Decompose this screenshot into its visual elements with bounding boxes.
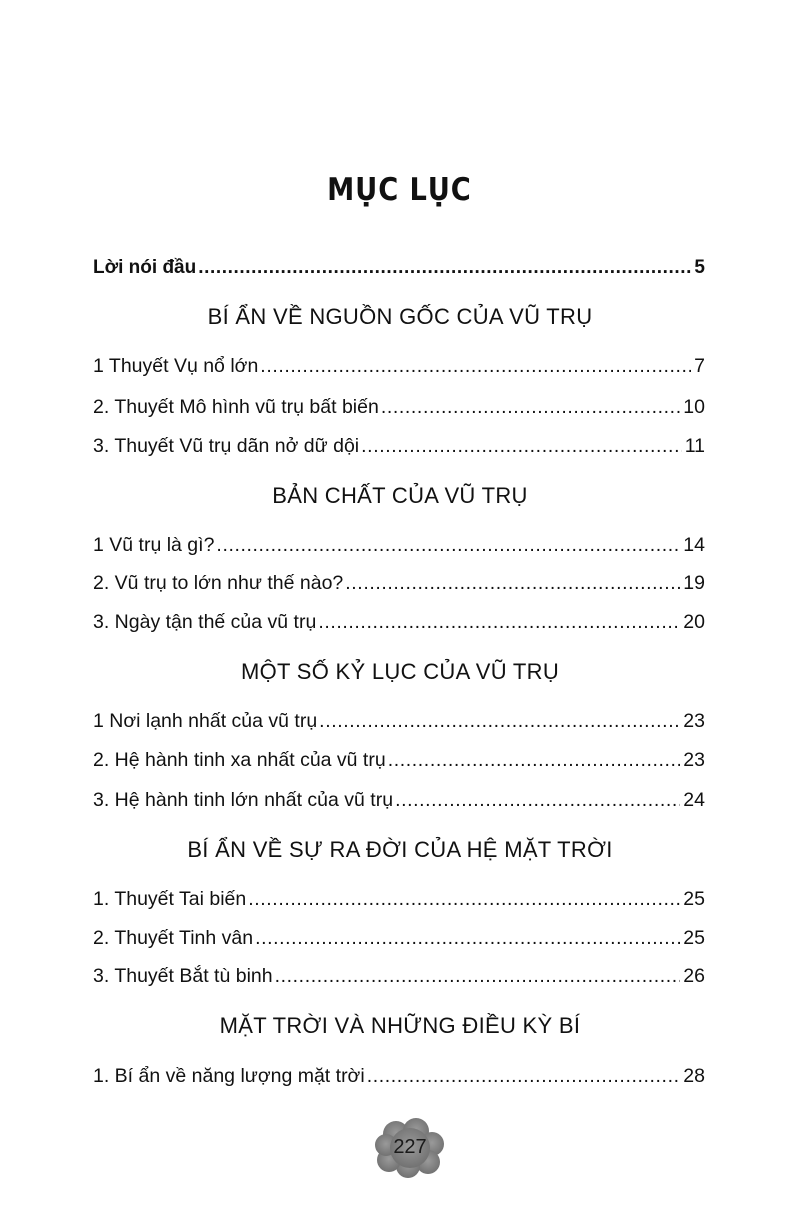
dot-leader [275, 961, 681, 991]
section-heading: BẢN CHẤT CỦA VŨ TRỤ [272, 483, 528, 508]
toc-entry-page: 25 [683, 927, 705, 949]
toc-entry-page: 11 [684, 435, 705, 457]
toc-entry-label: 1. Bí ẩn về năng lượng mặt trời [93, 1065, 365, 1087]
toc-entry-label: 2. Vũ trụ to lớn như thế nào? [93, 572, 344, 594]
toc-entry-label: 3. Thuyết Vũ trụ dãn nở dữ dội [93, 435, 360, 457]
section-heading: BÍ ẨN VỀ SỰ RA ĐỜI CỦA HỆ MẶT TRỜI [187, 837, 613, 862]
dot-leader [388, 745, 681, 775]
toc-entry-page: 20 [683, 611, 705, 633]
dot-leader [255, 923, 680, 953]
toc-entry-label: 1 Vũ trụ là gì? [93, 534, 215, 556]
dot-leader [345, 568, 680, 598]
toc-entry[interactable] [93, 923, 705, 953]
dot-leader [198, 253, 691, 283]
toc-entry[interactable] [93, 785, 705, 815]
toc-entry-preface[interactable] [93, 253, 705, 283]
toc-entry[interactable] [93, 607, 705, 637]
dot-leader [260, 351, 691, 381]
toc-entry-page: 28 [683, 1065, 705, 1087]
section-heading: MỘT SỐ KỶ LỤC CỦA VŨ TRỤ [240, 659, 560, 684]
toc-entry-label: 2. Thuyết Tinh vân [93, 927, 254, 949]
toc-entry[interactable] [93, 392, 705, 422]
toc-entry-label: 2. Hệ hành tinh xa nhất của vũ trụ [93, 749, 386, 771]
dot-leader [216, 530, 680, 560]
page-title: MỤC LỤC [327, 172, 472, 208]
toc-entry-page: 25 [683, 888, 705, 910]
toc-entry[interactable] [93, 745, 705, 775]
dot-leader [395, 785, 680, 815]
section-heading: MẶT TRỜI VÀ NHỮNG ĐIỀU KỲ BÍ [219, 1013, 581, 1038]
dot-leader [319, 706, 680, 736]
toc-entry-label: 1. Thuyết Tai biến [93, 888, 247, 910]
toc-entry-label: 2. Thuyết Mô hình vũ trụ bất biến [93, 396, 379, 418]
toc-entry[interactable] [93, 431, 705, 461]
toc-entry[interactable] [93, 530, 705, 560]
toc-entry[interactable] [93, 568, 705, 598]
toc-entry-page: 14 [683, 534, 705, 556]
toc-entry-page: 7 [694, 355, 705, 377]
toc-entry-label: 1 Nơi lạnh nhất của vũ trụ [93, 710, 318, 732]
toc-entry-label: 3. Hệ hành tinh lớn nhất của vũ trụ [93, 789, 394, 811]
page-number-badge [374, 1118, 446, 1178]
toc-entry[interactable] [93, 961, 705, 991]
page-number: 227 [393, 1136, 427, 1158]
dot-leader [367, 1061, 681, 1091]
dot-leader [318, 607, 680, 637]
toc-entry-label: Lời nói đầu [93, 257, 197, 278]
toc-entry-label: 3. Ngày tận thế của vũ trụ [93, 611, 317, 633]
toc-entry[interactable] [93, 706, 705, 736]
dot-leader [361, 431, 682, 461]
toc-entry-label: 1 Thuyết Vụ nổ lớn [93, 355, 259, 377]
toc-entry-page: 10 [683, 396, 705, 418]
toc-entry-page: 5 [694, 257, 705, 278]
toc-entry-page: 26 [683, 965, 705, 987]
dot-leader [248, 884, 680, 914]
toc-entry[interactable] [93, 351, 705, 381]
toc-entry-page: 23 [683, 749, 705, 771]
toc-entry[interactable] [93, 884, 705, 914]
toc-entry[interactable] [93, 1061, 705, 1091]
toc-entry-page: 19 [683, 572, 705, 594]
toc-entry-page: 23 [683, 710, 705, 732]
section-heading: BÍ ẨN VỀ NGUỒN GỐC CỦA VŨ TRỤ [207, 304, 593, 329]
toc-entry-page: 24 [683, 789, 705, 811]
toc-entry-label: 3. Thuyết Bắt tù binh [93, 965, 273, 987]
dot-leader [381, 392, 680, 422]
